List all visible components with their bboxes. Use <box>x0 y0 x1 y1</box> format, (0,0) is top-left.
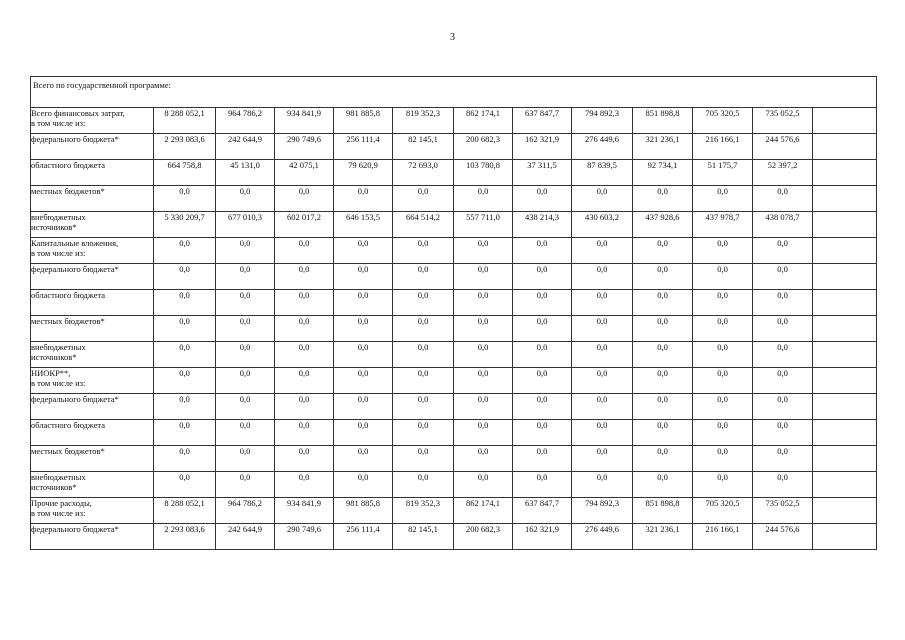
value-cell: 0,0 <box>513 264 572 290</box>
value-cell: 0,0 <box>753 316 813 342</box>
value-cell: 0,0 <box>334 394 393 420</box>
value-cell <box>813 446 877 472</box>
value-cell: 8 288 052,1 <box>154 498 216 524</box>
table-row <box>31 420 877 446</box>
value-cell: 851 898,8 <box>633 498 693 524</box>
row-label-line: местных бюджетов* <box>31 316 105 326</box>
value-cell: 0,0 <box>393 420 454 446</box>
value-cell: 0,0 <box>693 316 753 342</box>
value-cell <box>813 238 877 264</box>
budget-table <box>30 76 877 550</box>
value-cell: 82 145,1 <box>393 134 454 160</box>
row-label-line: федерального бюджета* <box>31 394 119 404</box>
value-cell: 0,0 <box>693 290 753 316</box>
row-label-line: внебюджетных <box>31 212 86 222</box>
value-cell: 0,0 <box>454 316 513 342</box>
value-cell: 0,0 <box>572 394 633 420</box>
value-cell: 862 174,1 <box>454 498 513 524</box>
value-cell: 0,0 <box>275 472 334 498</box>
table-row <box>31 394 877 420</box>
value-cell: 0,0 <box>275 290 334 316</box>
value-cell: 0,0 <box>154 342 216 368</box>
value-cell <box>813 316 877 342</box>
value-cell: 981 885,8 <box>334 108 393 134</box>
value-cell: 0,0 <box>753 186 813 212</box>
row-label <box>31 238 154 264</box>
value-cell: 0,0 <box>513 342 572 368</box>
row-label <box>31 394 154 420</box>
value-cell: 0,0 <box>633 420 693 446</box>
table-row <box>31 264 877 290</box>
value-cell: 0,0 <box>572 446 633 472</box>
value-cell: 0,0 <box>393 186 454 212</box>
section-title: Всего по государственной программе: <box>31 77 877 108</box>
row-label-line: Прочие расходы, <box>31 498 92 508</box>
value-cell: 0,0 <box>454 420 513 446</box>
value-cell: 0,0 <box>753 368 813 394</box>
value-cell: 244 576,6 <box>753 524 813 550</box>
value-cell: 0,0 <box>633 368 693 394</box>
value-cell: 637 847,7 <box>513 498 572 524</box>
value-cell: 290 749,6 <box>275 524 334 550</box>
row-label <box>31 108 154 134</box>
value-cell: 162 321,9 <box>513 524 572 550</box>
value-cell: 0,0 <box>334 420 393 446</box>
row-label-line: в том числе из: <box>31 378 86 388</box>
value-cell: 934 841,9 <box>275 108 334 134</box>
value-cell: 0,0 <box>633 316 693 342</box>
value-cell: 0,0 <box>393 264 454 290</box>
row-label <box>31 420 154 446</box>
value-cell: 0,0 <box>693 394 753 420</box>
row-label <box>31 186 154 212</box>
value-cell: 0,0 <box>216 316 275 342</box>
row-label <box>31 342 154 368</box>
value-cell: 0,0 <box>393 368 454 394</box>
value-cell: 0,0 <box>275 238 334 264</box>
page-number: 3 <box>450 32 455 43</box>
value-cell: 0,0 <box>154 290 216 316</box>
value-cell: 216 166,1 <box>693 524 753 550</box>
row-label <box>31 316 154 342</box>
value-cell: 430 603,2 <box>572 212 633 238</box>
value-cell: 0,0 <box>393 290 454 316</box>
value-cell: 72 693,0 <box>393 160 454 186</box>
value-cell: 0,0 <box>753 264 813 290</box>
value-cell: 0,0 <box>454 394 513 420</box>
value-cell: 5 330 209,7 <box>154 212 216 238</box>
value-cell <box>813 342 877 368</box>
value-cell: 0,0 <box>154 264 216 290</box>
value-cell: 705 320,5 <box>693 498 753 524</box>
value-cell: 256 111,4 <box>334 134 393 160</box>
table-row <box>31 472 877 498</box>
value-cell: 242 644,9 <box>216 524 275 550</box>
table-row <box>31 498 877 524</box>
value-cell: 0,0 <box>513 420 572 446</box>
value-cell: 321 236,1 <box>633 134 693 160</box>
table-row <box>31 446 877 472</box>
value-cell <box>813 212 877 238</box>
table-row <box>31 160 877 186</box>
row-label-line: областного бюджета <box>31 420 106 430</box>
value-cell: 0,0 <box>572 264 633 290</box>
value-cell: 0,0 <box>633 290 693 316</box>
value-cell: 0,0 <box>334 342 393 368</box>
value-cell: 0,0 <box>216 264 275 290</box>
value-cell: 0,0 <box>753 446 813 472</box>
value-cell: 0,0 <box>334 446 393 472</box>
value-cell: 0,0 <box>334 264 393 290</box>
value-cell: 0,0 <box>334 316 393 342</box>
value-cell: 557 711,0 <box>454 212 513 238</box>
table-row <box>31 238 877 264</box>
value-cell: 0,0 <box>572 186 633 212</box>
value-cell: 0,0 <box>633 472 693 498</box>
value-cell: 0,0 <box>275 368 334 394</box>
value-cell: 794 892,3 <box>572 108 633 134</box>
value-cell: 87 839,5 <box>572 160 633 186</box>
value-cell: 0,0 <box>454 446 513 472</box>
value-cell: 216 166,1 <box>693 134 753 160</box>
value-cell: 0,0 <box>633 264 693 290</box>
table-row <box>31 290 877 316</box>
value-cell <box>813 524 877 550</box>
value-cell: 0,0 <box>154 368 216 394</box>
value-cell: 0,0 <box>633 238 693 264</box>
value-cell: 0,0 <box>454 264 513 290</box>
value-cell: 0,0 <box>154 472 216 498</box>
row-label <box>31 498 154 524</box>
value-cell: 37 311,5 <box>513 160 572 186</box>
value-cell: 0,0 <box>753 420 813 446</box>
value-cell: 0,0 <box>275 342 334 368</box>
table-row <box>31 186 877 212</box>
row-label-line: внебюджетных <box>31 342 86 352</box>
value-cell: 964 786,2 <box>216 498 275 524</box>
row-label-line: в том числе из: <box>31 248 86 258</box>
value-cell: 0,0 <box>393 316 454 342</box>
value-cell <box>813 368 877 394</box>
row-label <box>31 368 154 394</box>
value-cell: 0,0 <box>693 446 753 472</box>
value-cell: 0,0 <box>334 238 393 264</box>
value-cell: 0,0 <box>753 342 813 368</box>
value-cell: 82 145,1 <box>393 524 454 550</box>
value-cell: 0,0 <box>154 446 216 472</box>
value-cell: 0,0 <box>693 238 753 264</box>
value-cell: 244 576,6 <box>753 134 813 160</box>
value-cell: 200 682,3 <box>454 134 513 160</box>
value-cell: 42 075,1 <box>275 160 334 186</box>
value-cell: 162 321,9 <box>513 134 572 160</box>
row-label <box>31 290 154 316</box>
row-label-line: местных бюджетов* <box>31 446 105 456</box>
value-cell: 438 078,7 <box>753 212 813 238</box>
value-cell: 0,0 <box>572 472 633 498</box>
value-cell: 0,0 <box>334 472 393 498</box>
value-cell: 0,0 <box>753 290 813 316</box>
row-label-line: федерального бюджета* <box>31 134 119 144</box>
value-cell: 819 352,3 <box>393 108 454 134</box>
value-cell: 0,0 <box>454 238 513 264</box>
row-label <box>31 446 154 472</box>
value-cell: 0,0 <box>633 342 693 368</box>
value-cell: 0,0 <box>216 368 275 394</box>
value-cell: 0,0 <box>216 290 275 316</box>
row-label-line: в том числе из: <box>31 508 86 518</box>
value-cell: 0,0 <box>454 342 513 368</box>
value-cell: 0,0 <box>334 290 393 316</box>
value-cell: 0,0 <box>513 394 572 420</box>
value-cell: 276 449,6 <box>572 524 633 550</box>
value-cell: 0,0 <box>513 316 572 342</box>
value-cell: 321 236,1 <box>633 524 693 550</box>
table-row <box>31 212 877 238</box>
value-cell: 964 786,2 <box>216 108 275 134</box>
value-cell: 819 352,3 <box>393 498 454 524</box>
value-cell: 45 131,0 <box>216 160 275 186</box>
value-cell: 2 293 083,6 <box>154 524 216 550</box>
value-cell: 0,0 <box>154 394 216 420</box>
value-cell <box>813 134 877 160</box>
value-cell: 0,0 <box>572 238 633 264</box>
value-cell: 0,0 <box>572 290 633 316</box>
value-cell: 0,0 <box>454 368 513 394</box>
row-label <box>31 472 154 498</box>
value-cell <box>813 186 877 212</box>
table-row <box>31 134 877 160</box>
row-label-line: областного бюджета <box>31 290 106 300</box>
value-cell: 705 320,5 <box>693 108 753 134</box>
row-label-line: внебюджетных <box>31 472 86 482</box>
value-cell: 0,0 <box>275 394 334 420</box>
value-cell: 0,0 <box>216 238 275 264</box>
value-cell: 851 898,8 <box>633 108 693 134</box>
value-cell: 0,0 <box>454 186 513 212</box>
value-cell: 0,0 <box>693 342 753 368</box>
row-label-line: НИОКР**, <box>31 368 71 378</box>
value-cell: 0,0 <box>513 368 572 394</box>
value-cell: 794 892,3 <box>572 498 633 524</box>
value-cell: 92 734,1 <box>633 160 693 186</box>
value-cell: 290 749,6 <box>275 134 334 160</box>
value-cell: 0,0 <box>154 238 216 264</box>
value-cell: 735 052,5 <box>753 108 813 134</box>
value-cell: 256 111,4 <box>334 524 393 550</box>
value-cell <box>813 394 877 420</box>
value-cell <box>813 498 877 524</box>
value-cell: 664 514,2 <box>393 212 454 238</box>
value-cell: 0,0 <box>633 186 693 212</box>
value-cell: 0,0 <box>633 446 693 472</box>
value-cell: 0,0 <box>513 186 572 212</box>
value-cell: 0,0 <box>216 394 275 420</box>
value-cell: 0,0 <box>693 420 753 446</box>
value-cell: 0,0 <box>393 238 454 264</box>
row-label <box>31 160 154 186</box>
value-cell: 0,0 <box>693 264 753 290</box>
value-cell <box>813 420 877 446</box>
value-cell: 0,0 <box>572 342 633 368</box>
row-label <box>31 264 154 290</box>
value-cell: 735 052,5 <box>753 498 813 524</box>
table-row <box>31 342 877 368</box>
row-label-line: в том числе из: <box>31 118 86 128</box>
value-cell: 0,0 <box>393 472 454 498</box>
value-cell: 0,0 <box>275 420 334 446</box>
value-cell: 242 644,9 <box>216 134 275 160</box>
value-cell: 0,0 <box>454 472 513 498</box>
value-cell <box>813 472 877 498</box>
row-label-line: Всего финансовых затрат, <box>31 108 125 118</box>
value-cell: 0,0 <box>633 394 693 420</box>
value-cell: 276 449,6 <box>572 134 633 160</box>
value-cell: 0,0 <box>693 186 753 212</box>
value-cell: 200 682,3 <box>454 524 513 550</box>
value-cell: 0,0 <box>753 238 813 264</box>
value-cell: 0,0 <box>393 342 454 368</box>
row-label-line: источников* <box>31 482 77 492</box>
value-cell: 0,0 <box>572 420 633 446</box>
value-cell: 103 780,8 <box>454 160 513 186</box>
value-cell: 637 847,7 <box>513 108 572 134</box>
value-cell: 0,0 <box>216 472 275 498</box>
value-cell: 0,0 <box>154 316 216 342</box>
row-label-line: источников* <box>31 222 77 232</box>
value-cell: 0,0 <box>275 446 334 472</box>
value-cell: 0,0 <box>216 342 275 368</box>
value-cell: 0,0 <box>334 368 393 394</box>
value-cell: 437 978,7 <box>693 212 753 238</box>
value-cell: 934 841,9 <box>275 498 334 524</box>
value-cell: 0,0 <box>693 368 753 394</box>
value-cell: 862 174,1 <box>454 108 513 134</box>
value-cell: 0,0 <box>275 316 334 342</box>
value-cell <box>813 290 877 316</box>
value-cell <box>813 264 877 290</box>
row-label-line: областного бюджета <box>31 160 106 170</box>
value-cell: 981 885,8 <box>334 498 393 524</box>
value-cell: 0,0 <box>753 394 813 420</box>
value-cell: 0,0 <box>693 472 753 498</box>
row-label <box>31 134 154 160</box>
value-cell: 8 288 052,1 <box>154 108 216 134</box>
value-cell: 0,0 <box>454 290 513 316</box>
value-cell: 602 017,2 <box>275 212 334 238</box>
value-cell <box>813 108 877 134</box>
value-cell: 2 293 083,6 <box>154 134 216 160</box>
value-cell: 0,0 <box>334 186 393 212</box>
row-label-line: Капитальные вложения, <box>31 238 119 248</box>
value-cell: 0,0 <box>513 238 572 264</box>
value-cell: 0,0 <box>275 264 334 290</box>
value-cell: 0,0 <box>513 290 572 316</box>
table-row <box>31 108 877 134</box>
value-cell: 0,0 <box>216 420 275 446</box>
value-cell <box>813 160 877 186</box>
value-cell: 677 010,3 <box>216 212 275 238</box>
value-cell: 437 928,6 <box>633 212 693 238</box>
value-cell: 0,0 <box>216 446 275 472</box>
value-cell: 0,0 <box>572 316 633 342</box>
value-cell: 0,0 <box>393 446 454 472</box>
value-cell: 0,0 <box>393 394 454 420</box>
value-cell: 0,0 <box>154 186 216 212</box>
value-cell: 646 153,5 <box>334 212 393 238</box>
value-cell: 0,0 <box>154 420 216 446</box>
value-cell: 438 214,3 <box>513 212 572 238</box>
table-row <box>31 524 877 550</box>
value-cell: 0,0 <box>275 186 334 212</box>
row-label <box>31 212 154 238</box>
value-cell: 52 397,2 <box>753 160 813 186</box>
row-label-line: местных бюджетов* <box>31 186 105 196</box>
table-row <box>31 316 877 342</box>
row-label-line: источников* <box>31 352 77 362</box>
section-header-row <box>31 77 877 108</box>
value-cell: 0,0 <box>572 368 633 394</box>
value-cell: 79 620,9 <box>334 160 393 186</box>
value-cell: 0,0 <box>753 472 813 498</box>
row-label-line: федерального бюджета* <box>31 524 119 534</box>
value-cell: 0,0 <box>216 186 275 212</box>
value-cell: 51 175,7 <box>693 160 753 186</box>
value-cell: 0,0 <box>513 472 572 498</box>
row-label <box>31 524 154 550</box>
table-row <box>31 368 877 394</box>
value-cell: 0,0 <box>513 446 572 472</box>
row-label-line: федерального бюджета* <box>31 264 119 274</box>
value-cell: 664 758,8 <box>154 160 216 186</box>
